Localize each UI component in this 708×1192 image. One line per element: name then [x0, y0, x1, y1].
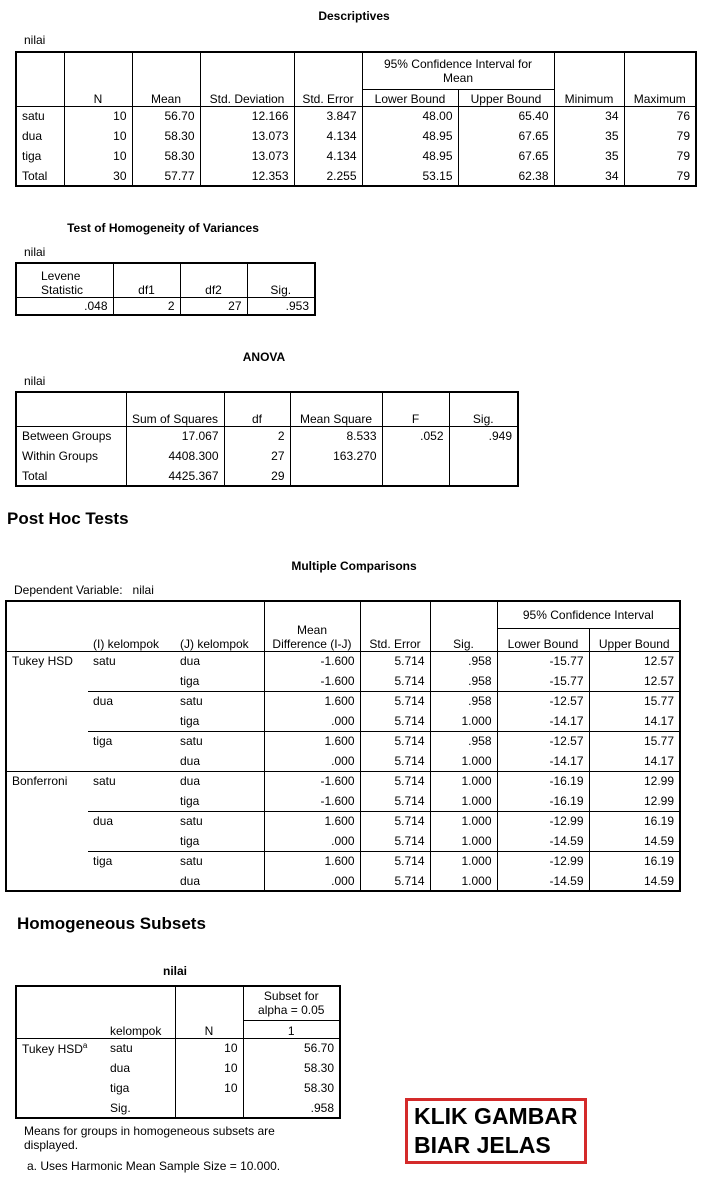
cell: 5.714 — [360, 691, 430, 711]
cell: 5.714 — [360, 651, 430, 671]
group-j: tiga — [175, 671, 264, 691]
group: satu — [100, 1038, 175, 1058]
posthoc-header-se: Std. Error — [360, 601, 430, 651]
group-j: tiga — [175, 831, 264, 851]
cell: 1.600 — [264, 851, 360, 871]
cell: .958 — [430, 671, 497, 691]
cell — [382, 466, 449, 486]
group: Sig. — [100, 1098, 175, 1118]
cell: -1.600 — [264, 671, 360, 691]
cell: 79 — [676, 149, 690, 163]
cell: 12.353 — [200, 166, 294, 186]
cell: .000 — [264, 751, 360, 771]
subsets-corner — [16, 986, 100, 1038]
row-label: Between Groups — [16, 426, 126, 446]
posthoc-title: Multiple Comparisons — [291, 559, 417, 573]
cell: .048 — [16, 297, 113, 315]
cell: 10 — [64, 146, 132, 166]
cell: -12.57 — [497, 691, 589, 711]
posthoc-heading: Post Hoc Tests — [7, 509, 129, 528]
cell: 1.000 — [430, 851, 497, 871]
cell: 13.073 — [200, 146, 294, 166]
group-j: satu — [175, 731, 264, 751]
cell: 65.40 — [458, 106, 554, 126]
cell: -16.19 — [497, 771, 589, 791]
cell: .958 — [430, 651, 497, 671]
cell — [175, 1098, 243, 1118]
cell: .000 — [264, 871, 360, 891]
group: dua — [100, 1058, 175, 1078]
group-i: tiga — [88, 731, 175, 771]
row-label: Within Groups — [16, 446, 126, 466]
descriptives-header-upper: Upper Bound — [458, 89, 554, 106]
cell: 8.533 — [290, 426, 382, 446]
descriptives-header-sd: Std. Deviation — [200, 52, 294, 106]
posthoc-header-sig: Sig. — [430, 601, 497, 651]
group-j: tiga — [175, 791, 264, 811]
cell: 4.134 — [294, 146, 362, 166]
subsets-header-kelompok: kelompok — [100, 986, 175, 1038]
cell: 58.30 — [303, 1061, 334, 1075]
cell: 5.714 — [360, 711, 430, 731]
homogeneity-header-sig: Sig. — [247, 263, 315, 297]
anova-header-ss: Sum of Squares — [126, 392, 224, 426]
cell: 12.57 — [643, 654, 674, 669]
table-row — [16, 446, 518, 466]
cell: 10 — [64, 126, 132, 146]
cell: 67.65 — [458, 126, 554, 146]
banner-line-1: KLIK GAMBAR — [414, 1103, 578, 1129]
cell: -14.59 — [497, 831, 589, 851]
cell: .958 — [310, 1100, 334, 1115]
cell: 56.70 — [132, 106, 200, 126]
anova-header-f: F — [382, 392, 449, 426]
cell: -1.600 — [264, 791, 360, 811]
posthoc-header-upper: Upper Bound — [589, 628, 680, 651]
descriptives-header-se: Std. Error — [294, 52, 362, 106]
cell: -12.99 — [497, 851, 589, 871]
table-row — [16, 297, 315, 315]
anova-variable: nilai — [24, 374, 46, 388]
cell: 5.714 — [360, 871, 430, 891]
banner-line-2: BIAR JELAS — [414, 1132, 551, 1158]
posthoc-header-ci: 95% Confidence Interval — [497, 601, 680, 628]
cell: 5.714 — [360, 811, 430, 831]
row-label: Total — [16, 166, 64, 186]
anova-table — [15, 391, 519, 487]
cell: 14.59 — [589, 831, 680, 851]
cell: 12.99 — [643, 774, 674, 789]
cell: 4408.300 — [126, 446, 224, 466]
cell: 14.59 — [643, 873, 674, 888]
cell: 10 — [175, 1078, 243, 1098]
cell: 79 — [676, 168, 690, 183]
homogeneity-header-df1: df1 — [113, 263, 180, 297]
table-row — [16, 1038, 340, 1058]
anova-corner — [16, 392, 126, 426]
cell: 4.134 — [294, 126, 362, 146]
cell: 48.95 — [362, 126, 458, 146]
anova-header-df: df — [224, 392, 290, 426]
descriptives-header-n: N — [64, 52, 132, 106]
cell: 53.15 — [362, 166, 458, 186]
cell: 48.00 — [362, 106, 458, 126]
cell: 16.19 — [643, 814, 674, 829]
row-label: tiga — [16, 146, 64, 166]
cell: 5.714 — [360, 751, 430, 771]
cell: 2.255 — [294, 166, 362, 186]
cell: 57.77 — [132, 166, 200, 186]
cell: 1.600 — [264, 691, 360, 711]
cell: 15.77 — [643, 734, 674, 749]
cell: .958 — [430, 731, 497, 751]
group-j: dua — [175, 771, 264, 791]
cell: 1.000 — [430, 711, 497, 731]
table-row — [6, 731, 680, 751]
cell: 2 — [113, 297, 180, 315]
cell: 1.000 — [430, 791, 497, 811]
cell: -12.99 — [497, 811, 589, 831]
subsets-header-one: 1 — [243, 1020, 340, 1038]
cell: 34 — [554, 106, 624, 126]
descriptives-header-ci: 95% Confidence Interval for Mean — [362, 52, 554, 89]
cell — [449, 446, 518, 466]
group-i: dua — [88, 691, 175, 731]
cell: 17.067 — [126, 426, 224, 446]
posthoc-depvar-label: Dependent Variable: — [14, 583, 123, 597]
cell: 15.77 — [643, 694, 674, 709]
anova-header-ms: Mean Square — [290, 392, 382, 426]
table-row — [16, 146, 696, 166]
cell: 5.714 — [360, 851, 430, 871]
table-row — [16, 166, 696, 186]
cell: -16.19 — [497, 791, 589, 811]
cell: 79 — [676, 129, 690, 143]
descriptives-header-mean: Mean — [132, 52, 200, 106]
descriptives-table — [15, 51, 697, 187]
group-i: satu — [88, 651, 175, 691]
descriptives-header-max: Maximum — [624, 52, 696, 106]
homogeneity-header-df2: df2 — [180, 263, 247, 297]
group: tiga — [100, 1078, 175, 1098]
cell: -14.17 — [497, 751, 589, 771]
descriptives-header-min: Minimum — [554, 52, 624, 106]
group-j: dua — [175, 871, 264, 891]
posthoc-depvar — [14, 583, 154, 597]
cell: 58.30 — [303, 1081, 334, 1095]
posthoc-corner — [6, 601, 88, 651]
subsets-method-label: Tukey HSD — [22, 1041, 83, 1056]
table-row — [6, 651, 680, 671]
cell: .000 — [264, 831, 360, 851]
cell — [449, 466, 518, 486]
subsets-header-subset: Subset for alpha = 0.05 — [243, 986, 340, 1020]
cell: 5.714 — [360, 771, 430, 791]
row-label: Total — [16, 466, 126, 486]
cell: 27 — [180, 297, 247, 315]
subsets-footnote: a. Uses Harmonic Mean Sample Size = 10.000. — [27, 1159, 281, 1173]
cell: 1.000 — [430, 871, 497, 891]
cell: 1.000 — [430, 811, 497, 831]
cell: 3.847 — [294, 106, 362, 126]
table-row — [6, 691, 680, 711]
cell: 2 — [224, 426, 290, 446]
cell: -1.600 — [264, 651, 360, 671]
cell: 14.17 — [589, 751, 680, 771]
homogeneity-header-levene: Levene Statistic — [16, 263, 113, 297]
cell: 1.000 — [430, 751, 497, 771]
group-i: satu — [88, 771, 175, 811]
homogeneity-variable: nilai — [24, 245, 46, 259]
cell — [290, 466, 382, 486]
cell: 29 — [224, 466, 290, 486]
cell: -15.77 — [497, 671, 589, 691]
homogeneity-title: Test of Homogeneity of Variances — [67, 221, 259, 235]
cell: 34 — [554, 166, 624, 186]
subsets-method-footnote: a — [82, 1040, 88, 1050]
cell: 10 — [64, 106, 132, 126]
cell: 27 — [224, 446, 290, 466]
anova-title: ANOVA — [242, 350, 286, 364]
subsets-title: nilai — [162, 964, 187, 978]
cell: 16.19 — [643, 854, 674, 869]
cell: -12.57 — [497, 731, 589, 751]
table-row — [6, 771, 680, 791]
group-i: dua — [88, 811, 175, 851]
cell — [382, 446, 449, 466]
group-j: tiga — [175, 711, 264, 731]
cell: -15.77 — [497, 651, 589, 671]
cell: 1.600 — [264, 811, 360, 831]
cell: -1.600 — [264, 771, 360, 791]
cell: -14.59 — [497, 871, 589, 891]
posthoc-header-lower: Lower Bound — [497, 628, 589, 651]
cell: 5.714 — [360, 731, 430, 751]
posthoc-depvar-value: nilai — [132, 583, 154, 597]
cell: .052 — [382, 426, 449, 446]
row-label: satu — [16, 106, 64, 126]
descriptives-header-lower: Lower Bound — [362, 89, 458, 106]
descriptives-variable: nilai — [24, 33, 46, 47]
posthoc-header-md: Mean Difference (I-J) — [264, 601, 360, 651]
cell: 58.30 — [132, 146, 200, 166]
method-label: Bonferroni — [12, 773, 68, 788]
cell: 5.714 — [360, 671, 430, 691]
cell: 1.000 — [430, 771, 497, 791]
posthoc-header-i: (I) kelompok — [88, 601, 175, 651]
group-j: dua — [175, 751, 264, 771]
cell: 14.17 — [589, 711, 680, 731]
table-row — [16, 466, 518, 486]
posthoc-header-j: (J) kelompok — [175, 601, 264, 651]
descriptives-title: Descriptives — [318, 9, 390, 23]
click-image-banner[interactable] — [405, 1098, 587, 1164]
homogeneous-subsets-table — [15, 985, 341, 1119]
cell: 4425.367 — [126, 466, 224, 486]
homogeneity-table — [15, 262, 316, 316]
table-row — [6, 811, 680, 831]
cell: 5.714 — [360, 791, 430, 811]
table-row — [16, 426, 518, 446]
cell: 13.073 — [200, 126, 294, 146]
group-j: satu — [175, 691, 264, 711]
row-label: dua — [16, 126, 64, 146]
group-j: satu — [175, 811, 264, 831]
subsets-method — [16, 1038, 100, 1118]
table-row — [16, 106, 696, 126]
subsets-note: Means for groups in homogeneous subsets are displayed. — [24, 1124, 275, 1152]
group-j: satu — [175, 851, 264, 871]
cell: 1.000 — [430, 831, 497, 851]
cell: 12.99 — [589, 791, 680, 811]
table-row — [6, 851, 680, 871]
cell: 12.166 — [200, 106, 294, 126]
multiple-comparisons-table — [5, 600, 681, 892]
cell: 163.270 — [290, 446, 382, 466]
cell: 58.30 — [132, 126, 200, 146]
cell: -14.17 — [497, 711, 589, 731]
cell: 12.57 — [589, 671, 680, 691]
cell: .953 — [285, 298, 309, 313]
cell: 35 — [554, 146, 624, 166]
cell: 48.95 — [362, 146, 458, 166]
group-j: dua — [175, 651, 264, 671]
cell: 62.38 — [458, 166, 554, 186]
method-label: Tukey HSD — [6, 651, 88, 771]
cell: 10 — [175, 1058, 243, 1078]
descriptives-corner — [16, 52, 64, 106]
subsets-heading: Homogeneous Subsets — [17, 914, 206, 933]
cell: .000 — [264, 711, 360, 731]
cell: .949 — [488, 429, 512, 444]
cell: .958 — [430, 691, 497, 711]
cell: 56.70 — [303, 1041, 334, 1056]
cell: 5.714 — [360, 831, 430, 851]
anova-header-sig: Sig. — [449, 392, 518, 426]
subsets-header-n: N — [175, 986, 243, 1038]
cell: 10 — [175, 1038, 243, 1058]
cell: 35 — [554, 126, 624, 146]
group-i: tiga — [93, 853, 113, 868]
cell: 30 — [64, 166, 132, 186]
cell: 67.65 — [458, 146, 554, 166]
cell: 76 — [676, 109, 690, 124]
cell: 1.600 — [264, 731, 360, 751]
table-row — [16, 126, 696, 146]
